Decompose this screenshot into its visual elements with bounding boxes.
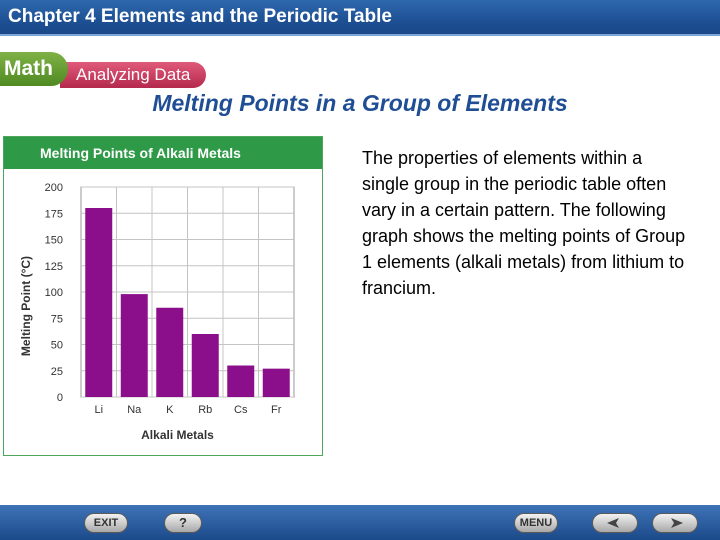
exit-button[interactable]: EXIT [84,513,128,533]
next-button[interactable] [652,513,698,533]
bar-cs [227,366,254,398]
x-tick-label: Li [94,404,104,416]
y-tick-label: 75 [50,313,63,326]
top-banner [0,0,720,36]
bar-k [156,308,183,397]
bar-rb [192,334,219,397]
bar-li [85,208,112,397]
y-tick-label: 100 [44,287,63,299]
y-tick-label: 200 [44,182,63,194]
x-tick-label: K [166,404,174,416]
analyzing-data-badge: Analyzing Data [60,62,206,88]
right-arrow-icon [665,517,685,529]
menu-button[interactable]: MENU [514,513,558,533]
y-tick-label: 25 [50,365,63,378]
x-tick-label: Rb [198,404,213,416]
chart-panel [3,136,323,456]
y-tick-label: 125 [44,260,63,273]
x-tick-label: Na [127,404,142,416]
y-tick-label: 0 [56,392,63,404]
x-axis-label: Alkali Metals [141,428,214,442]
left-arrow-icon [605,517,625,529]
y-tick-label: 175 [44,208,63,221]
feature-badges [0,52,220,92]
x-tick-label: Fr [271,404,282,416]
previous-button[interactable] [592,513,638,533]
chapter-title: Chapter 4 Elements and the Periodic Table [8,6,392,27]
y-tick-label: 50 [50,339,63,352]
navigation-bar [0,505,720,540]
x-tick-label: Cs [234,404,248,416]
math-badge: Math [0,52,68,86]
y-tick-label: 150 [44,234,63,247]
bar-fr [263,369,290,397]
y-axis-label: Melting Point (°C) [19,255,33,357]
slide-title: Melting Points in a Group of Elements [152,90,568,116]
banner-rule [0,34,720,36]
slide-body-text: The properties of elements within a single group in the periodic table often vary in a certain pattern. The following graph shows the melting points of Group 1 elements (alkali metals) from lithium to francium. [362,148,686,298]
help-button[interactable]: ? [164,513,202,533]
bar-chart [4,169,322,455]
chart-title: Melting Points of Alkali Metals [4,137,322,169]
bar-na [121,294,148,397]
